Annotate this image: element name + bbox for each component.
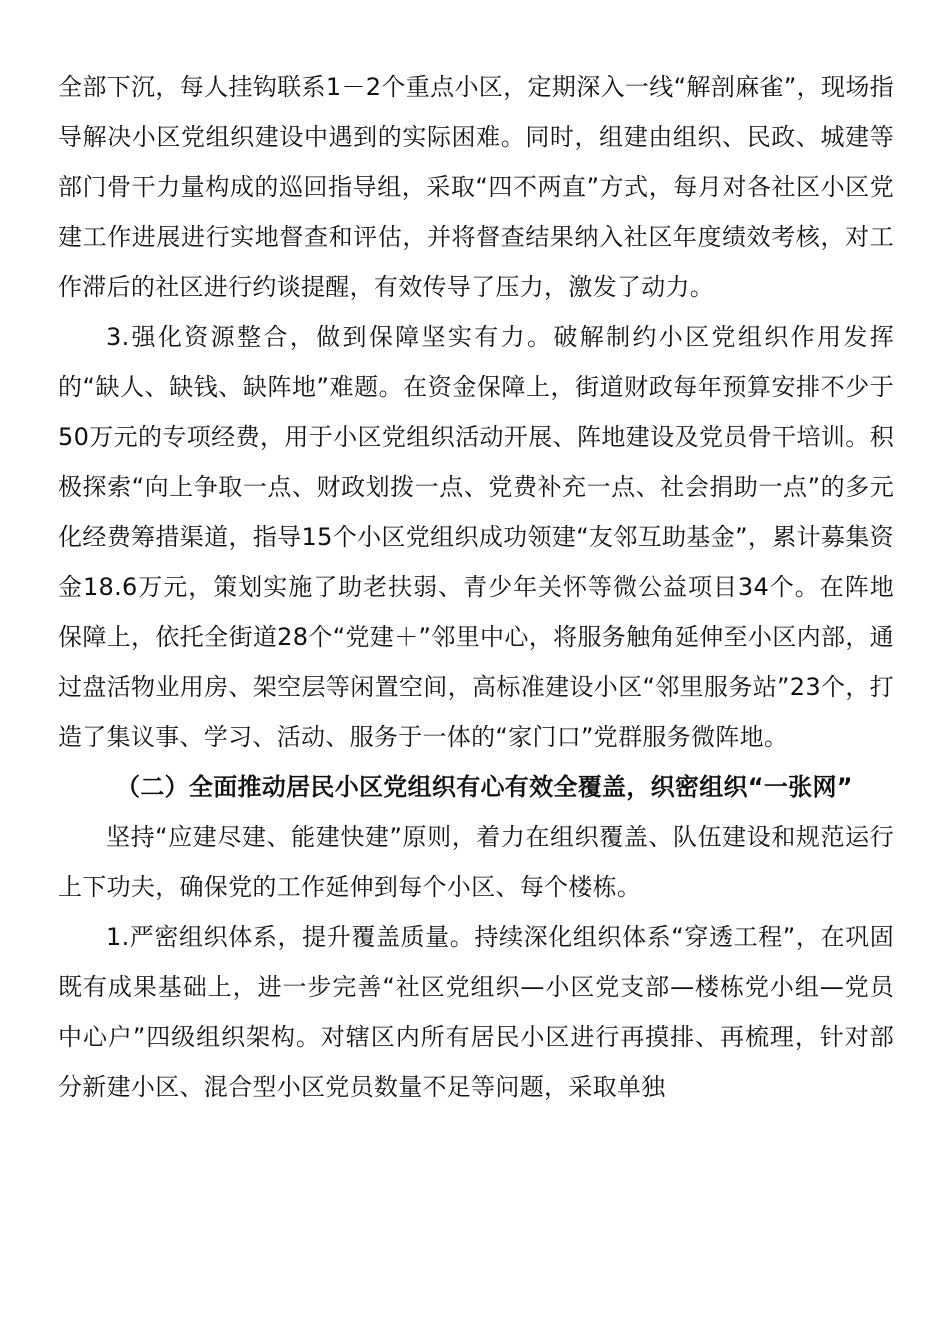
body-paragraph: 3.强化资源整合，做到保障坚实有力。破解制约小区党组织作用发挥的“缺人、缺钱、缺阵地”难题。在资金保障上，街道财政每年预算安排不少于50万元的专项经费，用于小区党组织活动开展、阵地建设及党员骨干培训。积极探索“向上争取一点、财政划拨一点、党费补充一点、社会捐助一点”的多元化经费筹措渠道，指导15个小区党组织成功领建“友邻互助基金”，累计募集资金18.6万元，策划实施了助老扶弱、青少年关怀等微公益项目34个。在阵地保障上，依托全街道28个“党建＋”邻里中心，将服务触角延伸至小区内部，通过盘活物业用房、架空层等闲置空间，高标准建设小区“邻里服务站”23个，打造了集议事、学习、活动、服务于一体的“家门口”党群服务微阵地。: [58, 323, 894, 751]
body-paragraph: 全部下沉，每人挂钩联系1－2个重点小区，定期深入一线“解剖麻雀”，现场指导解决小区党组织建设中遇到的实际困难。同时，组建由组织、民政、城建等部门骨干力量构成的巡回指导组，采取“四不两直”方式，每月对各社区小区党建工作进展进行实地督查和评估，并将督查结果纳入社区年度绩效考核，对工作滞后的社区进行约谈提醒，有效传导了压力，激发了动力。: [58, 73, 894, 301]
body-paragraph: 1.严密组织体系，提升覆盖质量。持续深化组织体系“穿透工程”，在巩固既有成果基础上，进一步完善“社区党组织—小区党支部—楼栋党小组—党员中心户”四级组织架构。对辖区内所有居民小区进行再摸排、再梳理，针对部分新建小区、混合型小区党员数量不足等问题，采取单独: [58, 923, 894, 1101]
document-page: [58, 62, 894, 1112]
body-paragraph: 坚持“应建尽建、能建快建”原则，着力在组织覆盖、队伍建设和规范运行上下功夫，确保党的工作延伸到每个小区、每个楼栋。: [58, 823, 894, 901]
section-heading: （二）全面推动居民小区党组织有心有效全覆盖，织密组织“一张网”: [116, 773, 853, 801]
